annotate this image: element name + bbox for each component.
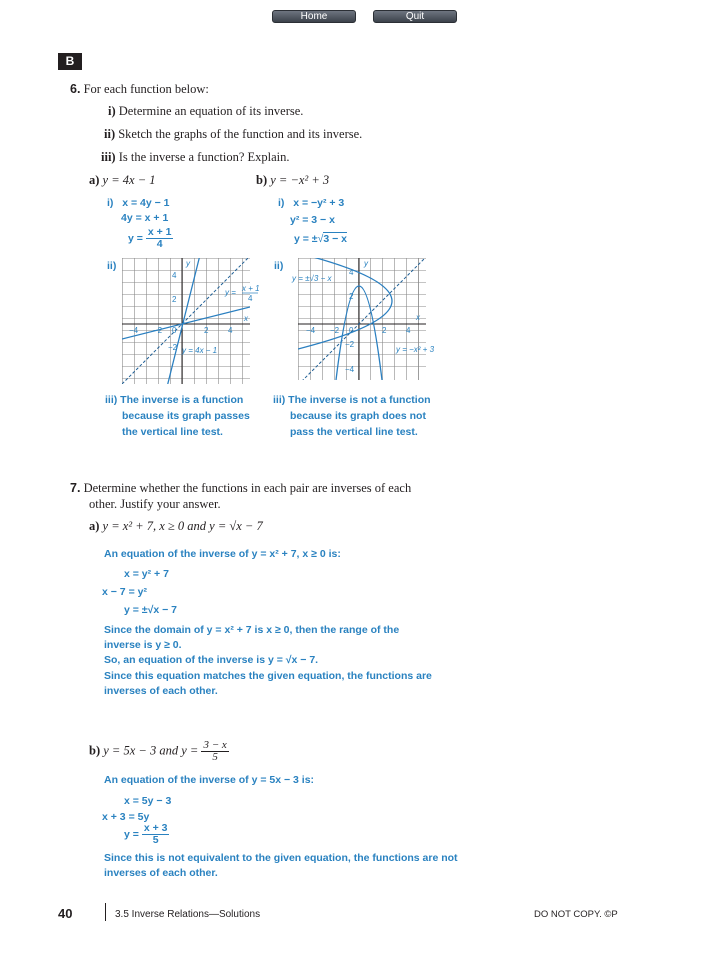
home-button[interactable]: Home (272, 10, 356, 23)
q7-prompt-line2: other. Justify your answer. (89, 497, 221, 511)
q6a-tick-x4: 4 (228, 326, 233, 335)
q6a-i-line2: 4y = x + 1 (121, 212, 169, 224)
q6a-tick-ym2: −2 (168, 343, 178, 352)
q6b-func: y = −x² + 3 (270, 173, 330, 187)
q6-header (70, 82, 209, 97)
q7a-line-5: Since the domain of y = x² + 7 is x ≥ 0, then the range of the (104, 624, 400, 636)
q7b-line-3: x + 3 = 5y (102, 811, 150, 823)
q7a-text: y = x² + 7, x ≥ 0 and y = √x − 7 (102, 519, 263, 533)
q6b-i-eq1: x = −y² + 3 (293, 197, 345, 209)
q6a-iii-text1: The inverse is a function (120, 394, 244, 406)
q6-step-3-label: iii) (101, 150, 116, 164)
q6a-i-fraction (146, 227, 174, 250)
q6a-graph (122, 258, 260, 384)
q6b-origin-label: 0 (349, 326, 354, 335)
q6b-i-line1 (278, 196, 344, 210)
q7b-solution-denominator: 5 (152, 834, 159, 846)
q6a-inverse-lhs: y = (225, 288, 236, 297)
q6-step-2-label: ii) (104, 127, 116, 141)
q6a-i-line3 (128, 227, 173, 250)
q6b-i-line2: y² = 3 − x (290, 214, 335, 226)
q6b-iii-label: iii) (273, 394, 286, 406)
q6a-iii-line1 (105, 392, 250, 408)
q7b-denominator: 5 (212, 751, 218, 763)
q6a-i-line3-lhs: y = (128, 232, 143, 245)
q7a-line-9: inverses of each other. (104, 685, 218, 697)
q7a-line-3: x − 7 = y² (102, 586, 147, 598)
q6-step-3-text: Is the inverse a function? Explain. (118, 150, 290, 164)
q7b-statement (89, 740, 229, 763)
q6a-x-label: x (244, 314, 248, 323)
q6a-inverse-den: 4 (248, 294, 253, 303)
q6b-iii (273, 392, 431, 440)
q7b-line-2: x = 5y − 3 (124, 795, 172, 807)
q6a-y-label: y (186, 259, 190, 268)
q6a-i-line1 (107, 196, 169, 210)
q6-step-3 (101, 150, 290, 165)
q7b-numerator: 3 − x (203, 739, 227, 751)
q6b-tick-y2: 2 (349, 292, 354, 301)
q6b-i-line3-lhs: y = ± (294, 233, 318, 245)
q7b-label: b) (89, 743, 101, 758)
q6-number: 6. (70, 82, 81, 96)
q6a-function (89, 173, 156, 188)
q6b-y-label: y (364, 259, 368, 268)
footer-divider (105, 903, 106, 921)
q6-step-1-text: Determine an equation of its inverse. (118, 104, 304, 118)
q6b-i-line3: y = ±√3 − x (294, 233, 347, 245)
q6a-iii (105, 392, 250, 440)
q6b-function (256, 173, 329, 188)
q7a-line-4: y = ±√x − 7 (124, 604, 177, 616)
q7b-line-4 (124, 823, 169, 846)
q6a-tick-y2: 2 (172, 295, 177, 304)
q7b-frac-lhs: y = (124, 828, 139, 841)
q6b-tick-ym2: −2 (345, 340, 355, 349)
q7a-label: a) (89, 519, 100, 533)
q6a-iii-label: iii) (105, 394, 118, 406)
q6b-tick-x2: 2 (382, 326, 387, 335)
q6b-tick-xm4: −4 (306, 326, 316, 335)
q6-step-2-text: Sketch the graphs of the function and its inverse. (118, 127, 363, 141)
q7b-solution-fraction (142, 823, 170, 846)
q7b-line-1: An equation of the inverse of y = 5x − 3 is: (104, 774, 315, 786)
q7b-solution-numerator: x + 3 (143, 822, 168, 834)
q6a-i-eq1: x = 4y − 1 (122, 197, 170, 209)
q6a-tick-xm2: −2 (153, 326, 163, 335)
q6a-tick-x2: 2 (204, 326, 209, 335)
q6a-tick-xm4: −4 (129, 326, 139, 335)
q7-prompt-line1: Determine whether the functions in each pair are inverses of each (83, 481, 412, 495)
q6a-i-denominator: 4 (156, 238, 163, 250)
q7b-fraction (201, 740, 228, 763)
q6-step-1 (108, 104, 303, 119)
q7-number: 7. (70, 481, 81, 495)
q6b-tick-xm2: −2 (330, 326, 340, 335)
q6a-i-label: i) (107, 197, 114, 209)
q6a-iii-line2: because its graph passes (122, 410, 250, 422)
q6a-ii-label: ii) (107, 260, 117, 272)
q7a-statement (89, 519, 263, 534)
q7b-text-lhs: y = 5x − 3 and y = (103, 743, 199, 758)
q6b-i-radicand: 3 − x (323, 233, 347, 245)
quit-button[interactable]: Quit (373, 10, 457, 23)
q6a-origin-label: 0 (172, 326, 177, 335)
q6a-func-label: y = 4x − 1 (182, 346, 218, 355)
q6a-mirror-line (122, 258, 248, 384)
q7b-conclusion-1: Since this is not equivalent to the given equation, the functions are not (104, 852, 458, 864)
q7a-line-7: So, an equation of the inverse is y = √x − 7. (104, 654, 319, 666)
q6b-tick-x4: 4 (406, 326, 411, 335)
q6b-ii-label: ii) (274, 260, 284, 272)
q6-prompt: For each function below: (83, 82, 209, 96)
q6-step-1-label: i) (108, 104, 116, 118)
q6b-tick-y4: 4 (349, 268, 354, 277)
q6b-i-label: i) (278, 197, 285, 209)
q6b-iii-line1 (273, 392, 431, 408)
q6a-tick-y4: 4 (172, 271, 177, 280)
q7-header (70, 481, 411, 496)
q6a-label: a) (89, 173, 100, 187)
q6a-iii-line3: the vertical line test. (122, 426, 223, 438)
footer-notice: DO NOT COPY. ©P (534, 909, 618, 920)
q6b-graph (292, 258, 435, 380)
q6b-inverse-label: y = ±√3 − x (292, 274, 332, 283)
q6b-func-label: y = −x² + 3 (396, 345, 435, 354)
q7a-line-6: inverse is y ≥ 0. (104, 639, 182, 651)
q7a-line-1: An equation of the inverse of y = x² + 7, x ≥ 0 is: (104, 548, 341, 560)
q7a-line-2: x = y² + 7 (124, 568, 169, 580)
q6a-inverse-num: x + 1 (242, 284, 260, 293)
q6b-tick-ym4: −4 (345, 365, 355, 374)
q6b-iii-text1: The inverse is not a function (288, 394, 431, 406)
q6a-i-numerator: x + 1 (147, 226, 172, 238)
q6a-func: y = 4x − 1 (102, 173, 156, 187)
q7b-conclusion-2: inverses of each other. (104, 867, 218, 879)
page-number: 40 (58, 906, 73, 921)
q6b-iii-line3: pass the vertical line test. (290, 426, 418, 438)
q7a-line-8: Since this equation matches the given equation, the functions are (104, 670, 432, 682)
q6-step-2 (104, 127, 362, 142)
footer-section: 3.5 Inverse Relations—Solutions (115, 909, 261, 920)
q6b-iii-line2: because its graph does not (290, 410, 426, 422)
q6b-label: b) (256, 173, 268, 187)
q6b-x-label: x (416, 313, 420, 322)
section-label: B (58, 53, 82, 70)
